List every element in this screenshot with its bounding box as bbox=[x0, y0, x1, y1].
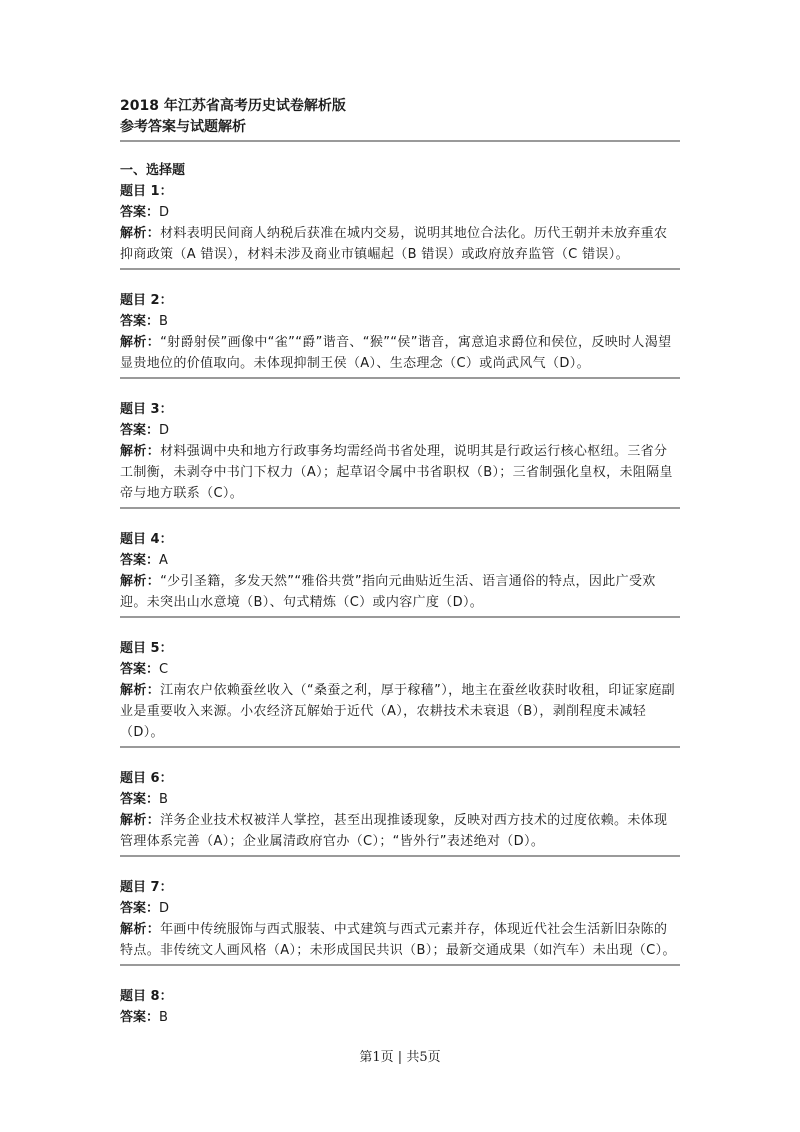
question-block bbox=[120, 529, 680, 618]
question-divider bbox=[120, 855, 680, 857]
analysis-text bbox=[120, 223, 680, 265]
answer-value: B bbox=[159, 1010, 168, 1025]
answer-label: 答案： bbox=[120, 423, 160, 438]
answer-line bbox=[120, 1007, 680, 1028]
analysis-label: 解析： bbox=[120, 813, 161, 828]
document-subtitle: 参考答案与试题解析 bbox=[120, 119, 246, 135]
answer-line bbox=[120, 550, 680, 571]
answer-line bbox=[120, 898, 680, 919]
question-divider bbox=[120, 964, 680, 966]
question-title: 题目 5： bbox=[120, 641, 173, 656]
section-title: 一、选择题 bbox=[120, 163, 186, 178]
answer-value: D bbox=[159, 901, 170, 916]
answer-line bbox=[120, 789, 680, 810]
question-title: 题目 2： bbox=[120, 293, 173, 308]
analysis-body: 材料表明民间商人纳税后获准在城内交易，说明其地位合法化。历代王朝并未放弃重农抑商政策（A 错误），材料未涉及商业市镇崛起（B 错误）或政府放弃监管（C 错误）。 bbox=[120, 226, 668, 262]
question-title: 题目 3： bbox=[120, 402, 173, 417]
question-block bbox=[120, 181, 680, 270]
question-block bbox=[120, 290, 680, 379]
answer-line bbox=[120, 420, 680, 441]
question-block bbox=[120, 638, 680, 748]
question-title: 题目 8： bbox=[120, 989, 173, 1004]
analysis-label: 解析： bbox=[120, 226, 161, 241]
analysis-label: 解析： bbox=[120, 683, 161, 698]
answer-line bbox=[120, 202, 680, 223]
analysis-text bbox=[120, 919, 680, 961]
analysis-text bbox=[120, 571, 680, 613]
answer-label: 答案： bbox=[120, 662, 160, 677]
analysis-body: 洋务企业技术权被洋人掌控，甚至出现推诿现象，反映对西方技术的过度依赖。未体现管理体系完善（A）；企业属清政府官办（C）；“皆外行”表述绝对（D）。 bbox=[120, 813, 668, 849]
answer-value: C bbox=[159, 662, 169, 677]
analysis-text bbox=[120, 441, 680, 504]
question-title: 题目 7： bbox=[120, 880, 173, 895]
answer-line bbox=[120, 659, 680, 680]
question-block bbox=[120, 399, 680, 509]
answer-label: 答案： bbox=[120, 901, 160, 916]
title-divider bbox=[120, 140, 680, 142]
analysis-text bbox=[120, 810, 680, 852]
analysis-body: 江南农户依赖蚕丝收入（“桑蚕之利，厚于稼穑”），地主在蚕丝收获时收租，印证家庭副业是重要收入来源。小农经济瓦解始于近代（A），农耕技术未衰退（B），剥削程度未减轻（D）。 bbox=[120, 683, 676, 740]
question-divider bbox=[120, 268, 680, 270]
analysis-text bbox=[120, 680, 680, 743]
answer-label: 答案： bbox=[120, 205, 160, 220]
document-title: 2018 年江苏省高考历史试卷解析版 bbox=[120, 98, 346, 114]
question-title: 题目 1： bbox=[120, 184, 173, 199]
analysis-label: 解析： bbox=[120, 444, 161, 459]
document-page bbox=[120, 96, 680, 1028]
answer-line bbox=[120, 311, 680, 332]
analysis-body: “少引圣籍，多发天然”“雅俗共赏”指向元曲贴近生活、语言通俗的特点，因此广受欢迎。未突出山水意境（B）、句式精炼（C）或内容广度（D）。 bbox=[120, 574, 656, 610]
question-divider bbox=[120, 746, 680, 748]
question-divider bbox=[120, 377, 680, 379]
answer-value: D bbox=[159, 205, 170, 220]
answer-value: A bbox=[159, 553, 168, 568]
answer-label: 答案： bbox=[120, 792, 160, 807]
question-divider bbox=[120, 616, 680, 618]
question-title: 题目 4： bbox=[120, 532, 173, 547]
page-footer: 第1页 | 共5页 bbox=[359, 1050, 441, 1065]
question-block bbox=[120, 768, 680, 857]
answer-label: 答案： bbox=[120, 1010, 160, 1025]
question-block bbox=[120, 986, 680, 1028]
answer-value: B bbox=[159, 314, 168, 329]
answer-value: D bbox=[159, 423, 170, 438]
question-title: 题目 6： bbox=[120, 771, 173, 786]
analysis-body: 材料强调中央和地方行政事务均需经尚书省处理，说明其是行政运行核心枢纽。三省分工制衡，未剥夺中书门下权力（A）；起草诏令属中书省职权（B）；三省制强化皇权，未阻隔皇帝与地方联系（C）。 bbox=[120, 444, 673, 501]
answer-value: B bbox=[159, 792, 168, 807]
question-list bbox=[120, 181, 680, 1028]
analysis-body: 年画中传统服饰与西式服装、中式建筑与西式元素并存，体现近代社会生活新旧杂陈的特点。非传统文人画风格（A）；未形成国民共识（B）；最新交通成果（如汽车）未出现（C）。 bbox=[120, 922, 676, 958]
analysis-label: 解析： bbox=[120, 335, 161, 350]
question-divider bbox=[120, 507, 680, 509]
analysis-text bbox=[120, 332, 680, 374]
question-block bbox=[120, 877, 680, 966]
answer-label: 答案： bbox=[120, 314, 160, 329]
answer-label: 答案： bbox=[120, 553, 160, 568]
analysis-label: 解析： bbox=[120, 922, 161, 937]
analysis-body: “射爵射侯”画像中“雀”“爵”谐音、“猴”“侯”谐音，寓意追求爵位和侯位，反映时人渴望显贵地位的价值取向。未体现抑制王侯（A）、生态理念（C）或尚武风气（D）。 bbox=[120, 335, 672, 371]
analysis-label: 解析： bbox=[120, 574, 161, 589]
